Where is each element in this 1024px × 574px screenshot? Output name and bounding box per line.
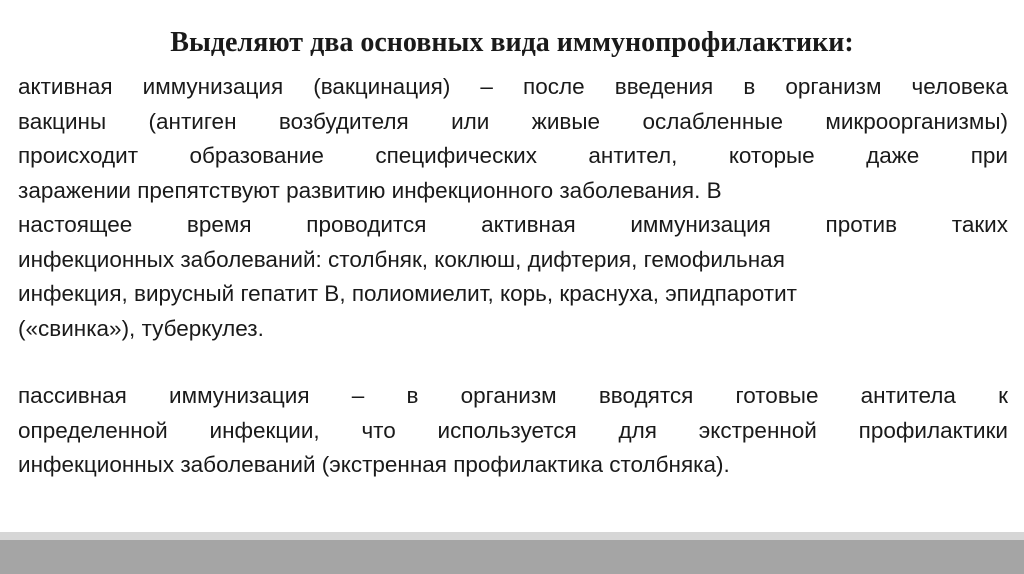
paragraph-line: заражении препятствуют развитию инфекционного заболевания. В — [18, 177, 722, 203]
paragraph-line: инфекционных заболеваний (экстренная профилактика столбняка). — [18, 452, 730, 477]
paragraph-line: инфекционных заболеваний: столбняк, коклюш, дифтерия, гемофильная — [18, 246, 785, 272]
paragraph-line: определенной инфекции, что используется для экстренной профилактики — [18, 417, 1008, 443]
paragraph-line: настоящее время проводится активная иммунизация против таких — [18, 212, 1008, 237]
paragraph-line: вакцины (антиген возбудителя или живые ослабленные микроорганизмы) — [18, 108, 1008, 134]
paragraph-line: инфекция, вирусный гепатит В, полиомиелит, корь, краснуха, эпидпаротит — [18, 281, 797, 306]
footer-band — [0, 540, 1024, 574]
footer-band-highlight — [0, 532, 1024, 540]
paragraph-line: активная иммунизация (вакцинация) – после введения в организм человека — [18, 74, 1008, 99]
paragraph-line: пассивная иммунизация – в организм вводятся готовые антитела к — [18, 383, 1008, 408]
paragraph-line: происходит образование специфических антител, которые даже при — [18, 143, 1008, 168]
active-immunization-paragraph — [18, 70, 1008, 346]
passive-immunization-paragraph — [18, 379, 1008, 483]
slide-title: Выделяют два основных вида иммунопрофилактики: — [170, 27, 854, 58]
paragraph-line: («свинка»), туберкулез. — [18, 315, 264, 341]
